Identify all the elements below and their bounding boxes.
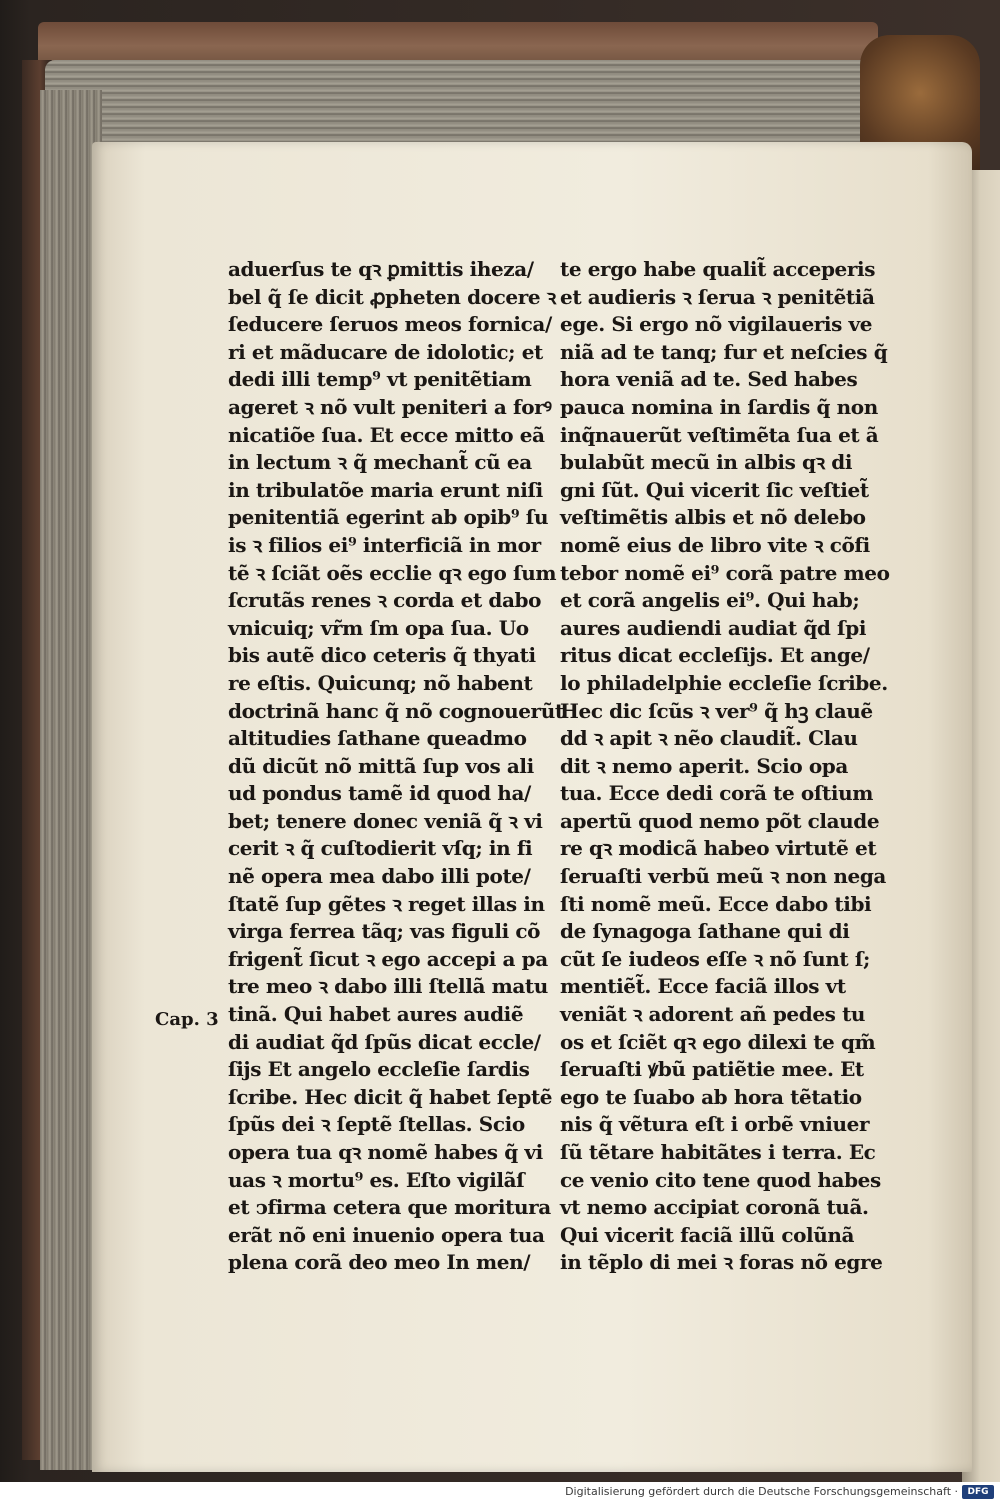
- text-line: ſũ tẽtare habitãtes i terra. Ec: [560, 1140, 876, 1164]
- text-line: ſijs Et angelo eccleſie ſardis: [228, 1057, 530, 1082]
- text-line: inq̃nauerũt veſtimẽta ſua et ã: [560, 422, 879, 447]
- text-line: de ſynagoga ſathane qui di: [560, 919, 850, 944]
- text-line: ageret ꝛ nõ vult peniteri a forꝰ: [228, 394, 552, 419]
- funding-notice: Digitalisierung gefördert durch die Deutsche Forschungsgemeinschaft ·: [565, 1485, 958, 1498]
- text-line: lo philadelphie eccleſie ſcribe.: [560, 670, 888, 695]
- text-line: niã ad te tanq; fur et neſcies q̃: [560, 339, 888, 364]
- text-line: dũ dicũt nõ mittã ſup vos ali: [228, 753, 534, 778]
- text-line: nicatiõe ſua. Et ecce mitto eã: [228, 422, 545, 447]
- text-line: mentiẽt̃. Ecce faciã illos vt: [560, 974, 846, 999]
- text-line: ce venio cito tene quod habes: [560, 1167, 881, 1192]
- text-line: et corã angelis ei⁹. Qui hab;: [560, 588, 860, 613]
- footer-bar: [0, 1482, 1000, 1502]
- text-line: re eſtis. Quicunq; nõ habent: [228, 670, 533, 695]
- text-line: veſtimẽtis albis et nõ delebo: [560, 505, 866, 530]
- text-line: nẽ opera mea dabo illi pote/: [228, 864, 531, 889]
- text-line: ſeducere ſeruos meos fornica/: [228, 312, 552, 337]
- text-line: penitentiã egerint ab opib⁹ ſu: [228, 505, 549, 530]
- text-line: bel q̃ ſe dicit ꝓpheten docere ꝛ: [228, 284, 556, 309]
- text-line: virga ferrea tãq; vas figuli cõ: [228, 919, 541, 944]
- text-line: te ergo habe qualit̃ acceperis: [560, 257, 876, 281]
- text-line: in lectum ꝛ q̃ mechant̃ cũ ea: [228, 450, 532, 475]
- text-line: doctrinã hanc q̃ nõ cognouerũt: [228, 698, 564, 723]
- text-line: dedi illi temp⁹ vt penitẽtiam: [228, 367, 532, 392]
- text-line: tre meo ꝛ dabo illi ſtellã matu: [228, 974, 548, 999]
- text-column-right: [560, 256, 890, 1277]
- text-line: vt nemo accipiat coronã tuã.: [560, 1195, 869, 1220]
- text-line: ri et mãducare de idolotic; et: [228, 339, 543, 364]
- text-line: ſeruaſti verbũ meũ ꝛ non nega: [560, 864, 886, 889]
- text-line: tẽ ꝛ ſciãt oẽs ecclie qꝛ ego ſum: [228, 560, 557, 585]
- text-column-left: [228, 256, 564, 1277]
- text-line: ud pondus tamẽ id quod ha/: [228, 781, 531, 806]
- text-line: re qꝛ modicã habeo virtutẽ et: [560, 836, 877, 861]
- text-line: tua. Ecce dedi corã te oſtium: [560, 781, 873, 806]
- text-line: os et ſciẽt qꝛ ego dilexi te qm̃: [560, 1029, 876, 1054]
- text-line: nomẽ eius de libro vite ꝛ cõfi: [560, 532, 870, 557]
- text-line: ego te ſuabo ab hora tẽtatio: [560, 1084, 862, 1109]
- text-line: vnicuiq; vr̃m ſm opa ſua. Uo: [228, 615, 529, 640]
- text-line: et ↄfirma cetera que moritura: [228, 1195, 551, 1220]
- text-line: Hec dic ſcũs ꝛ ver⁹ q̃ hꝫ clauẽ: [560, 698, 873, 723]
- text-line: ege. Si ergo nõ vigilaueris ve: [560, 312, 873, 337]
- text-line: ſti nomẽ meũ. Ecce dabo tibi: [560, 891, 872, 916]
- text-line: in tẽplo di mei ꝛ foras nõ egre: [560, 1250, 883, 1275]
- text-line: bet; tenere donec veniã q̃ ꝛ vi: [228, 808, 543, 833]
- text-line: ſeruaſti ꝟbũ patiẽtie mee. Et: [560, 1057, 864, 1082]
- text-line: plena corã deo meo In men/: [228, 1250, 531, 1275]
- text-line: ſcrutãs renes ꝛ corda et dabo: [228, 588, 542, 613]
- text-line: altitudies ſathane queadmo: [228, 726, 527, 751]
- text-line: erãt nõ eni inuenio opera tua: [228, 1222, 545, 1247]
- chapter-marginal-note: Cap. 3: [155, 1009, 219, 1030]
- text-line: tebor nomẽ ei⁹ corã patre meo: [560, 560, 890, 585]
- text-line: gni ſũt. Qui vicerit ſic veſtiet̃: [560, 477, 869, 502]
- text-line: opera tua qꝛ nomẽ habes q̃ vi: [228, 1140, 543, 1164]
- text-line: cerit ꝛ q̃ cuſtodierit vſq; in fi: [228, 836, 533, 861]
- text-line: apertũ quod nemo põt claude: [560, 808, 880, 833]
- text-line: in tribulatõe maria erunt niſi: [228, 477, 543, 502]
- text-line: pauca nomina in ſardis q̃ non: [560, 394, 878, 419]
- text-line: dd ꝛ apit ꝛ nẽo claudit̃. Clau: [560, 726, 858, 751]
- text-line: tinã. Qui habet aures audiẽ: [228, 1002, 524, 1027]
- text-line: ſtatẽ ſup gẽtes ꝛ reget illas in: [228, 891, 545, 916]
- dfg-logo: DFG: [962, 1485, 994, 1499]
- text-line: ſpũs dei ꝛ ſeptẽ ſtellas. Scio: [228, 1112, 525, 1137]
- text-line: is ꝛ filios ei⁹ interficiã in mor: [228, 532, 541, 557]
- text-line: veniãt ꝛ adorent añ pedes tu: [560, 1002, 866, 1027]
- text-line: hora veniã ad te. Sed habes: [560, 367, 858, 392]
- text-line: cũt ſe iudeos eſſe ꝛ nõ ſunt ſ;: [560, 946, 871, 971]
- text-line: uas ꝛ mortu⁹ es. Eſto vigilãſ: [228, 1167, 525, 1192]
- text-line: aduerſus te qꝛ ꝑmittis iheza/: [228, 257, 534, 281]
- text-line: bulabũt mecũ in albis qꝛ di: [560, 450, 853, 475]
- text-line: frigent̃ ſicut ꝛ ego accepi a pa: [228, 946, 548, 971]
- text-line: nis q̃ vẽtura eſt i orbẽ vniuer: [560, 1112, 870, 1137]
- text-line: Qui vicerit faciã illũ colũnã: [560, 1222, 855, 1247]
- text-line: ſcribe. Hec dicit q̃ habet ſeptẽ: [228, 1084, 553, 1109]
- text-line: ritus dicat eccleſijs. Et ange/: [560, 643, 870, 668]
- text-line: et audieris ꝛ ſerua ꝛ penitẽtiã: [560, 284, 875, 309]
- text-line: aures audiendi audiat q̃d ſpi: [560, 615, 867, 640]
- text-line: di audiat q̃d ſpũs dicat eccle/: [228, 1029, 541, 1054]
- text-line: dit ꝛ nemo aperit. Scio opa: [560, 753, 848, 778]
- text-line: bis autẽ dico ceteris q̃ thyati: [228, 643, 536, 668]
- facing-page-fragment: [976, 280, 1000, 1380]
